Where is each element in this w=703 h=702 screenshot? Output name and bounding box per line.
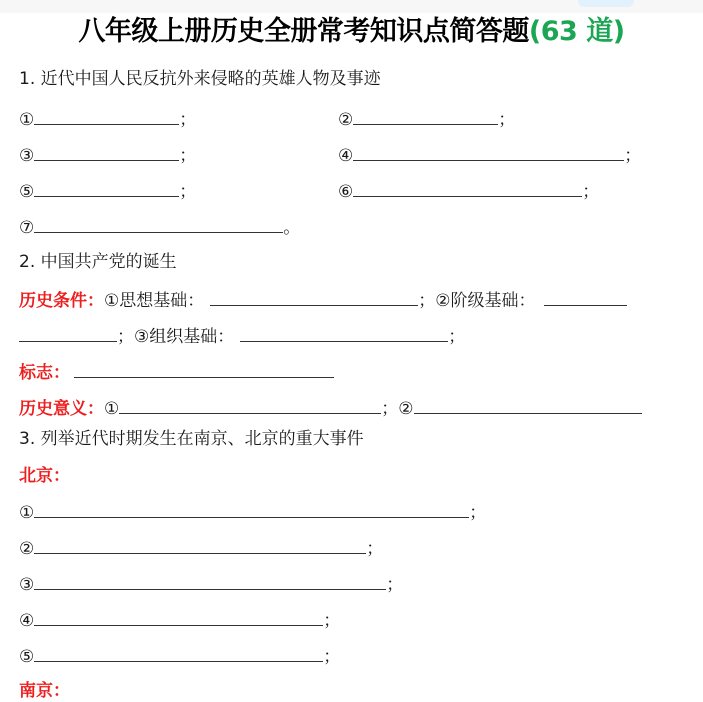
q2-conditions-line-1 xyxy=(19,288,627,312)
item-punct: ； xyxy=(498,110,516,130)
cond2-label: ②阶级基础： xyxy=(435,291,536,311)
item-number: ⑦ xyxy=(19,218,35,238)
beijing-item-4 xyxy=(19,608,340,632)
beijing-item-3 xyxy=(19,572,403,596)
item-punct: ； xyxy=(179,110,197,130)
q1-item-1 xyxy=(19,107,196,131)
answer-blank[interactable] xyxy=(34,215,283,233)
item-number: ⑤ xyxy=(19,647,35,667)
sep: ； xyxy=(117,327,134,347)
nanjing-label: 南京： xyxy=(19,681,70,701)
question-2-heading: 2. 中国共产党的诞生 xyxy=(19,252,177,272)
item-punct: ； xyxy=(323,611,341,631)
item-number: ② xyxy=(338,110,354,130)
conditions-label: 历史条件： xyxy=(19,291,104,311)
sep: ； xyxy=(448,327,466,347)
answer-blank[interactable] xyxy=(34,500,469,518)
item-punct: 。 xyxy=(283,218,301,238)
answer-blank[interactable] xyxy=(34,143,179,161)
q1-item-3 xyxy=(19,143,196,167)
symbol-blank[interactable] xyxy=(74,360,334,378)
sep: ； xyxy=(418,291,436,311)
item-number: ③ xyxy=(19,146,35,166)
item-number: ⑤ xyxy=(19,182,35,202)
beijing-item-2 xyxy=(19,536,383,560)
item-punct: ； xyxy=(624,146,642,166)
q1-item-4 xyxy=(338,143,641,167)
cond2-blank-end[interactable] xyxy=(19,324,117,342)
meaning-label: 历史意义： xyxy=(19,399,104,419)
sep: ； xyxy=(381,399,399,419)
beijing-label: 北京： xyxy=(19,466,70,486)
answer-blank[interactable] xyxy=(34,608,323,626)
item-punct: ； xyxy=(386,575,404,595)
cond3-label: ③组织基础： xyxy=(134,327,235,347)
item-punct: ； xyxy=(366,539,384,559)
item-punct: ； xyxy=(582,182,600,202)
meaning1-blank[interactable] xyxy=(119,396,381,414)
beijing-item-5 xyxy=(19,644,340,668)
item-number: ① xyxy=(19,110,35,130)
q2-symbol-line xyxy=(19,360,334,384)
item-number: ④ xyxy=(19,611,35,631)
answer-blank[interactable] xyxy=(353,179,582,197)
question-1-heading: 1. 近代中国人民反抗外来侵略的英雄人物及事迹 xyxy=(19,69,381,89)
q1-item-5 xyxy=(19,179,196,203)
q2-meaning-line xyxy=(19,396,642,420)
symbol-label: 标志： xyxy=(19,363,70,383)
q2-conditions-line-2 xyxy=(19,324,465,348)
answer-blank[interactable] xyxy=(34,572,386,590)
item-punct: ； xyxy=(469,503,487,523)
top-chip xyxy=(578,0,634,7)
q1-item-6 xyxy=(338,179,599,203)
item-number: ⑥ xyxy=(338,182,354,202)
answer-blank[interactable] xyxy=(34,179,179,197)
item-number: ① xyxy=(19,503,35,523)
item-punct: ； xyxy=(179,146,197,166)
cond1-label: ①思想基础： xyxy=(104,291,205,311)
item-number: ④ xyxy=(338,146,354,166)
beijing-item-1 xyxy=(19,500,486,524)
answer-blank[interactable] xyxy=(34,644,323,662)
item-number: ② xyxy=(19,539,35,559)
item-punct: ； xyxy=(179,182,197,202)
answer-blank[interactable] xyxy=(34,107,179,125)
item-punct: ； xyxy=(323,647,341,667)
cond2-blank-start[interactable] xyxy=(544,288,627,306)
meaning2-blank[interactable] xyxy=(414,396,642,414)
cond3-blank[interactable] xyxy=(240,324,448,342)
answer-blank[interactable] xyxy=(353,143,624,161)
question-3-heading: 3. 列举近代时期发生在南京、北京的重大事件 xyxy=(19,429,364,449)
item-number: ③ xyxy=(19,575,35,595)
title-main: 八年级上册历史全册常考知识点简答题 xyxy=(78,16,529,47)
q1-item-2 xyxy=(338,107,515,131)
meaning1-num: ① xyxy=(104,399,120,419)
title-count: (63 道) xyxy=(528,16,625,47)
meaning2-num: ② xyxy=(398,399,414,419)
answer-blank[interactable] xyxy=(353,107,498,125)
q1-item-7 xyxy=(19,215,300,239)
cond1-blank[interactable] xyxy=(210,288,418,306)
answer-blank[interactable] xyxy=(34,536,366,554)
page-title xyxy=(0,9,703,48)
